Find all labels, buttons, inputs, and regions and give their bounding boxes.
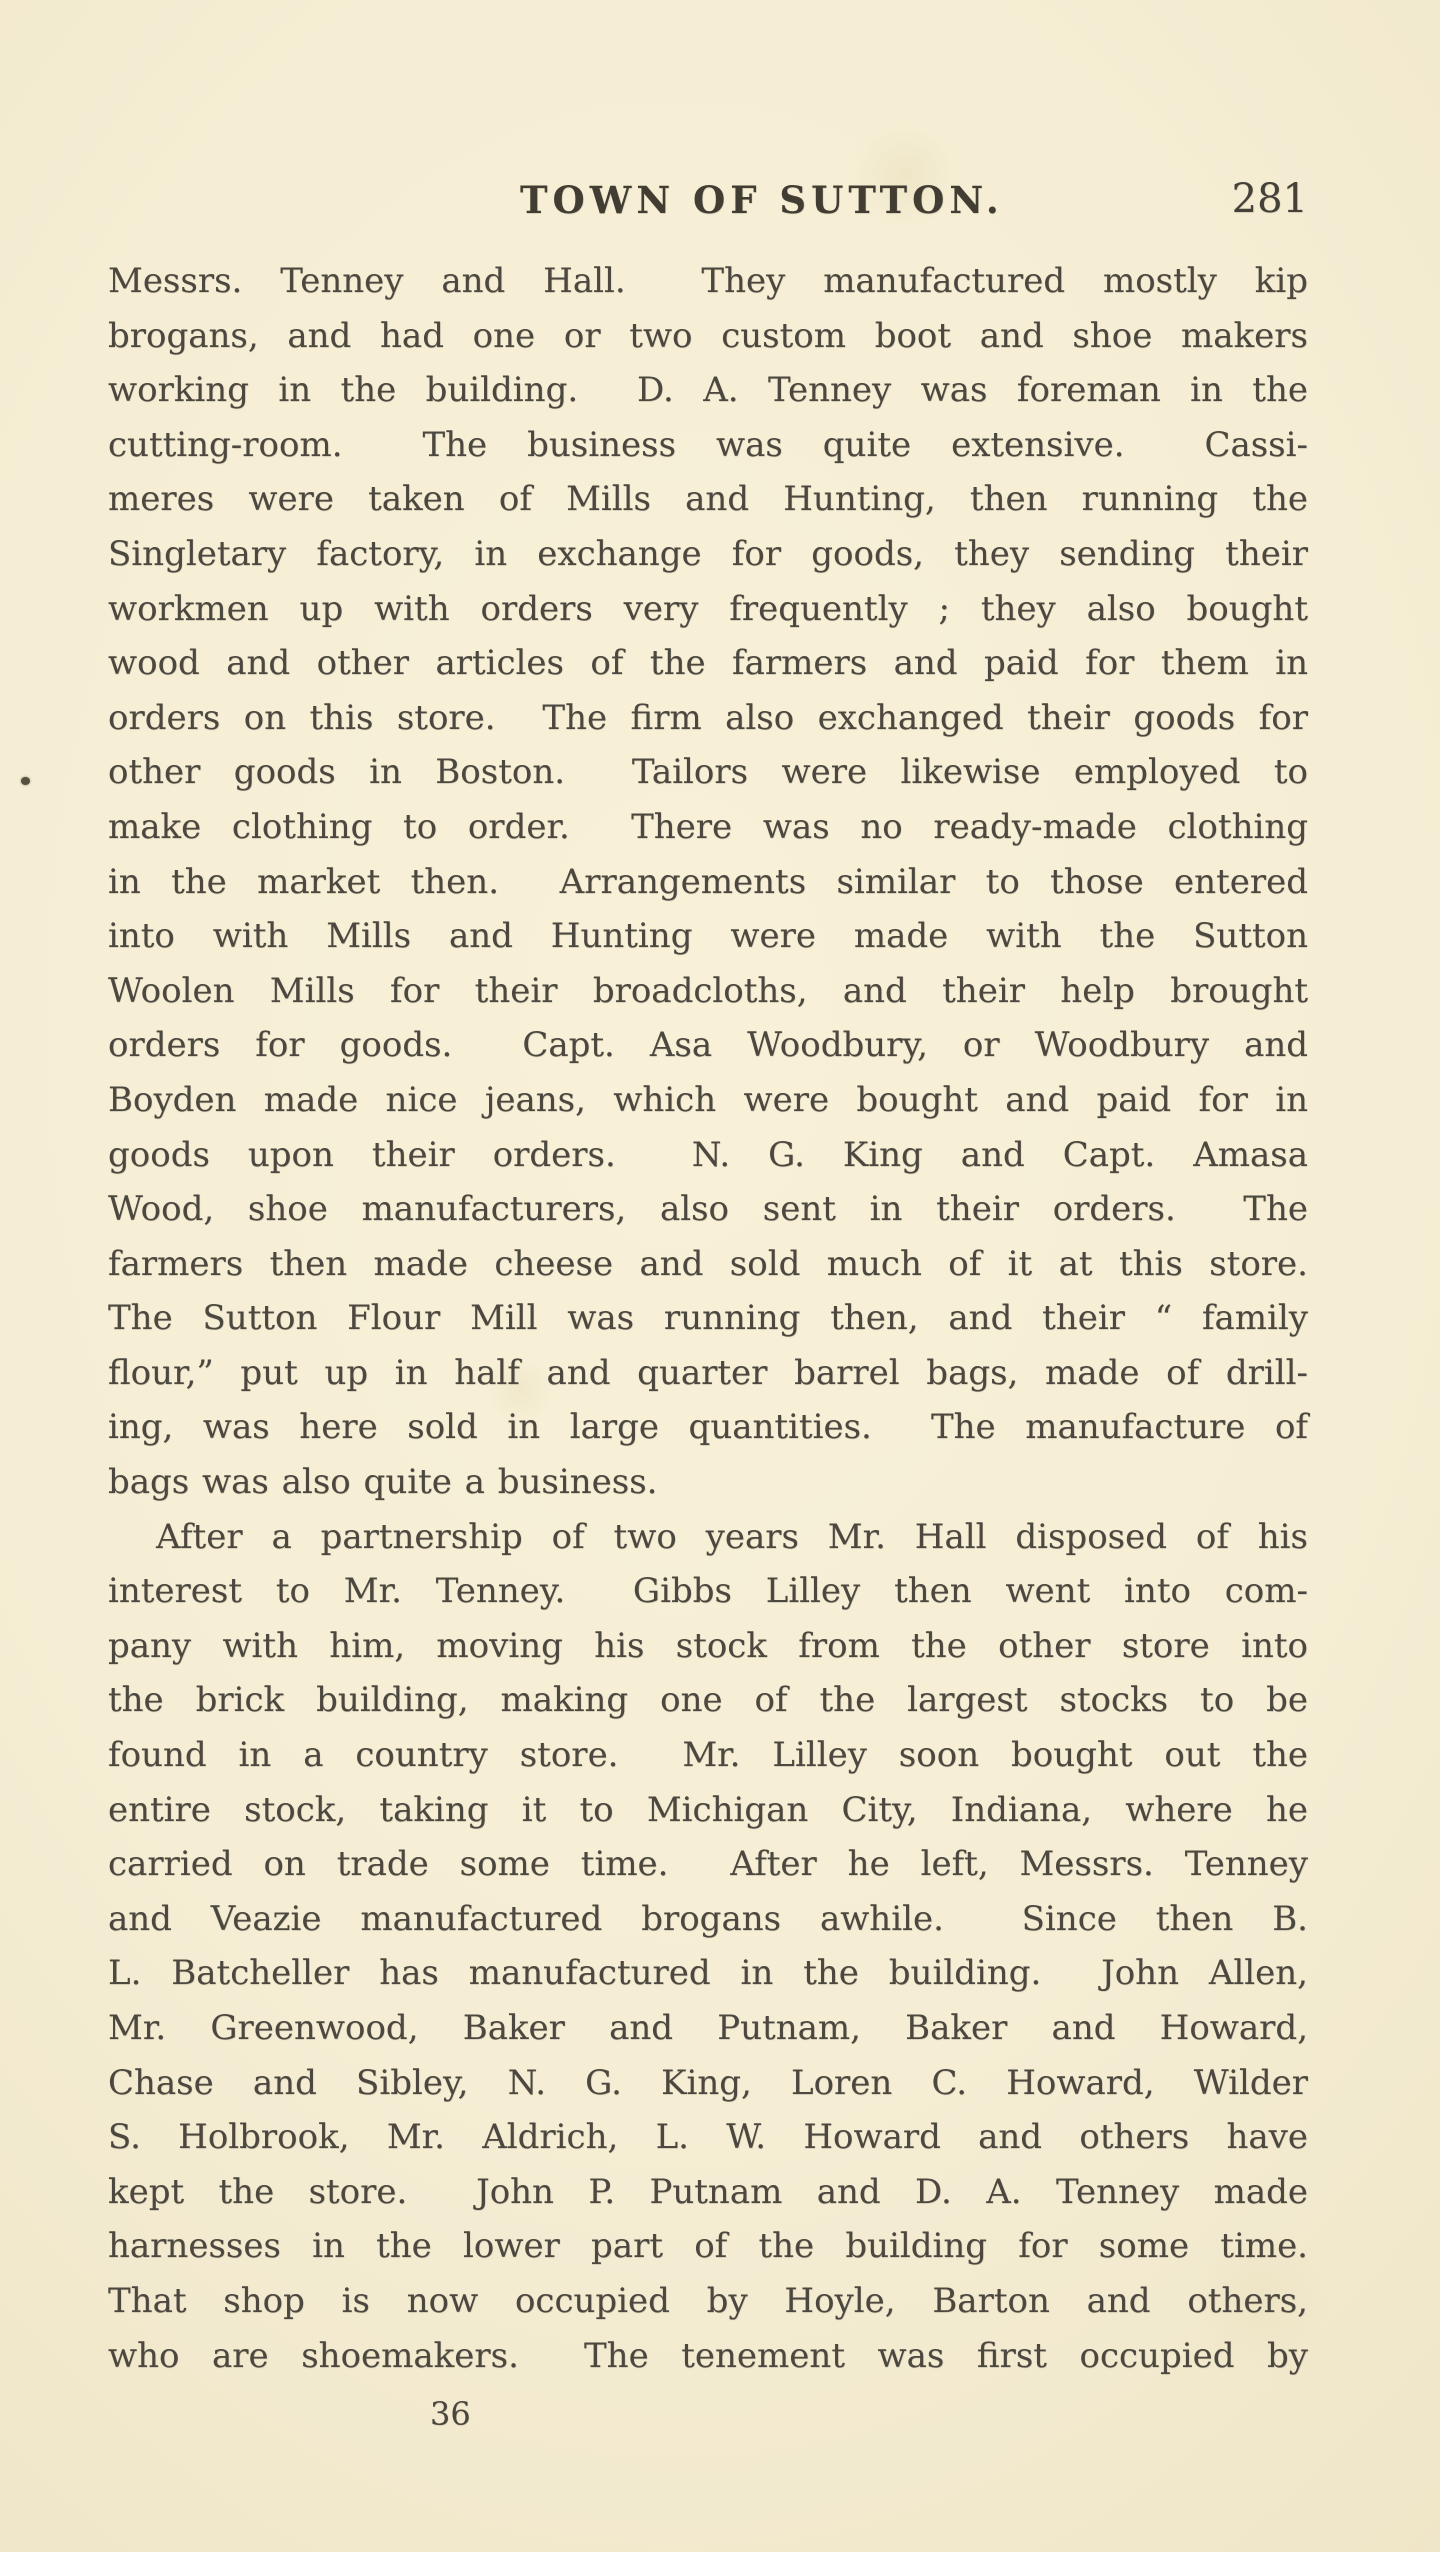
text-line: orders on this store. The firm also exchanged their goods for [108,697,1308,738]
text-line: That shop is now occupied by Hoyle, Barton and others, [108,2280,1308,2321]
text-line: found in a country store. Mr. Lilley soon bought out the [108,1735,1308,1776]
text-line: carried on trade some time. After he left, Messrs. Tenney [108,1844,1308,1885]
text-line: other goods in Boston. Tailors were likewise employed to [108,752,1308,793]
text-line: orders for goods. Capt. Asa Woodbury, or Woodbury and [108,1025,1308,1066]
paragraph [108,254,1308,1510]
text-line: wood and other articles of the farmers and paid for them in [108,643,1308,684]
text-line: into with Mills and Hunting were made with the Sutton [108,916,1308,957]
text-line: Messrs. Tenney and Hall. They manufactured mostly kip [108,261,1308,301]
text-line: goods upon their orders. N. G. King and Capt. Amasa [108,1134,1308,1175]
text-line: workmen up with orders very frequently ; they also bought [108,588,1308,629]
text-line: Boyden made nice jeans, which were bought and paid for in [108,1079,1308,1120]
signature-mark: 36 [430,2395,471,2433]
text-line: make clothing to order. There was no ready-made clothing [108,806,1308,847]
text-line: entire stock, taking it to Michigan City, Indiana, where he [108,1789,1308,1830]
text-line: working in the building. D. A. Tenney was foreman in the [108,370,1308,411]
text-line: interest to Mr. Tenney. Gibbs Lilley then went into com- [108,1571,1308,1612]
text-line: bags was also quite a business. [108,1462,658,1503]
text-line: The Sutton Flour Mill was running then, and their “ family [108,1298,1308,1339]
text-line: S. Holbrook, Mr. Aldrich, L. W. Howard and others have [108,2117,1308,2158]
text-line: and Veazie manufactured brogans awhile. Since then B. [108,1898,1308,1939]
page-number: 281 [1231,176,1308,222]
text-line: pany with him, moving his stock from the other store into [108,1625,1308,1666]
text-line: Singletary factory, in exchange for goods, they sending their [108,533,1308,574]
text-line: ing, was here sold in large quantities. The manufacture of [108,1407,1308,1448]
running-head [108,176,1308,224]
text-line: in the market then. Arrangements similar to those entered [108,861,1308,902]
text-line: Mr. Greenwood, Baker and Putnam, Baker and Howard, [108,2008,1308,2048]
text-line: L. Batcheller has manufactured in the building. John Allen, [108,1953,1308,1994]
text-line: who are shoemakers. The tenement was first occupied by [108,2335,1308,2376]
text-line: brogans, and had one or two custom boot and shoe makers [108,315,1308,356]
text-line: Wood, shoe manufacturers, also sent in their orders. The [108,1189,1308,1230]
text-line: farmers then made cheese and sold much of it at this store. [108,1243,1308,1284]
body-text [108,254,1308,2383]
text-line: flour,” put up in half and quarter barrel bags, made of drill- [108,1352,1308,1393]
text-line: Woolen Mills for their broadcloths, and their help brought [108,970,1308,1011]
text-line: the brick building, making one of the largest stocks to be [108,1680,1308,1721]
text-line: kept the store. John P. Putnam and D. A. Tenney made [108,2171,1308,2212]
text-line: After a partnership of two years Mr. Hall disposed of his [156,1516,1308,1557]
text-line: meres were taken of Mills and Hunting, then running the [108,479,1308,520]
ink-speck [21,777,30,785]
text-line: cutting-room. The business was quite extensive. Cassi- [108,424,1308,465]
running-title: TOWN OF SUTTON. [520,178,1004,222]
text-line: harnesses in the lower part of the building for some time. [108,2226,1308,2267]
paragraph [108,1510,1308,2384]
text-line: Chase and Sibley, N. G. King, Loren C. Howard, Wilder [108,2062,1308,2103]
